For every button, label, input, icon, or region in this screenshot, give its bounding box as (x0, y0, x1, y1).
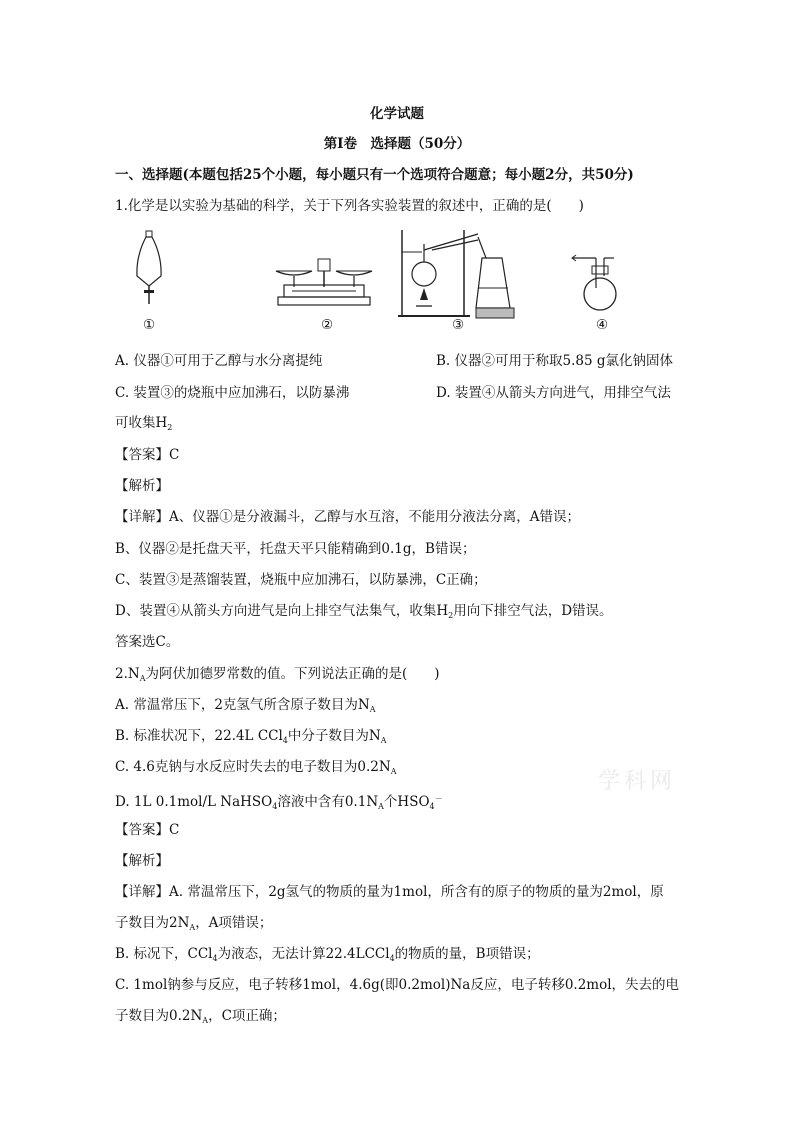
gas-bottle-drawing (570, 250, 626, 316)
figure-separatory-funnel (132, 230, 168, 306)
q1-option-d: D. 装置④从箭头方向进气，用排空气法 (436, 385, 671, 401)
q2-option-b: B. 标准状况下，22.4L CCl$_4$中分子数目为$N_A$ (115, 728, 387, 745)
q2-analysis-label: 【解析】 (115, 853, 169, 869)
q2-detail-c2: 子数目为$0.2N_A$，C项正确； (115, 1008, 286, 1025)
figure-balance (272, 255, 376, 309)
watermark: 学科网 (598, 769, 677, 794)
q1-option-c: C. 装置③的烧瓶中应加沸石，以防暴沸 (115, 385, 350, 401)
q1-detail-a: 【详解】A、仪器①是分液漏斗，乙醇与水互溶，不能用分液法分离，A错误； (115, 509, 580, 525)
q2-detail-a2: 子数目为$2N_A$，A项错误； (115, 915, 273, 932)
q1-detail-b: B、仪器②是托盘天平，托盘天平只能精确到0.1g，B错误； (115, 541, 476, 557)
q1-option-b: B. 仪器②可用于称取5.85 g氯化钠固体 (436, 353, 673, 369)
q1-detail-c: C、装置③是蒸馏装置，烧瓶中应加沸石，以防暴沸，C正确； (115, 572, 487, 588)
q2-stem: $2.N_A$为阿伏加德罗常数的值。下列说法正确的是( ) (115, 666, 440, 683)
q2-option-d: D. 1L 0.1mol/L NaHSO$_4$溶液中含有$0.1N_A$个$HSO_4^-$ (115, 794, 443, 811)
figure-label-1: ① (143, 317, 156, 333)
q1-answer: 【答案】C (115, 447, 180, 463)
q2-option-a: A. 常温常压下，2克氢气所含原子数目为$N_A$ (115, 697, 376, 714)
separatory-funnel-drawing (132, 230, 168, 306)
section-title: 第Ⅰ卷 选择题（50分） (323, 136, 471, 152)
q1-analysis-label: 【解析】 (115, 478, 169, 494)
q1-detail-d: D、装置④从箭头方向进气是向上排空气法集气，收集$H_2$用向下排空气法，D错误。 (115, 603, 613, 620)
distillation-drawing (398, 228, 520, 320)
q2-option-c: C. 4.6克钠与水反应时失去的电子数目为$0.2N_A$ (115, 759, 397, 776)
q2-detail-c1: C. 1mol钠参与反应，电子转移1mol，4.6g(即0.2mol)Na反应，电子转移0.2mol，失去的电 (115, 977, 680, 993)
figure-distillation (398, 228, 520, 320)
figure-label-3: ③ (452, 317, 465, 333)
figure-gas-bottle (570, 250, 626, 316)
q2-answer: 【答案】C (115, 822, 180, 838)
figure-label-4: ④ (596, 317, 609, 333)
balance-drawing (272, 255, 376, 309)
q1-option-d-cont: 可收集$H_2$ (115, 415, 173, 432)
q1-conclusion: 答案选C。 (115, 634, 180, 650)
part-heading: 一、选择题(本题包括25个小题，每小题只有一个选项符合题意；每小题2分，共50分) (115, 167, 634, 183)
figure-label-2: ② (321, 317, 334, 333)
page-title: 化学试题 (370, 106, 424, 122)
q1-stem: 1.化学是以实验为基础的科学，关于下列各实验装置的叙述中，正确的是( ) (115, 198, 584, 214)
q2-detail-a1: 【详解】A. 常温常压下，2g氢气的物质的量为1mol，所含有的原子的物质的量为2mol，原 (115, 884, 664, 900)
q1-option-a: A. 仪器①可用于乙醇与水分离提纯 (115, 353, 323, 369)
q2-detail-b: B. 标况下，CCl$_4$为液态，无法计算22.4LCCl$_4$的物质的量，B项错误； (115, 946, 540, 963)
